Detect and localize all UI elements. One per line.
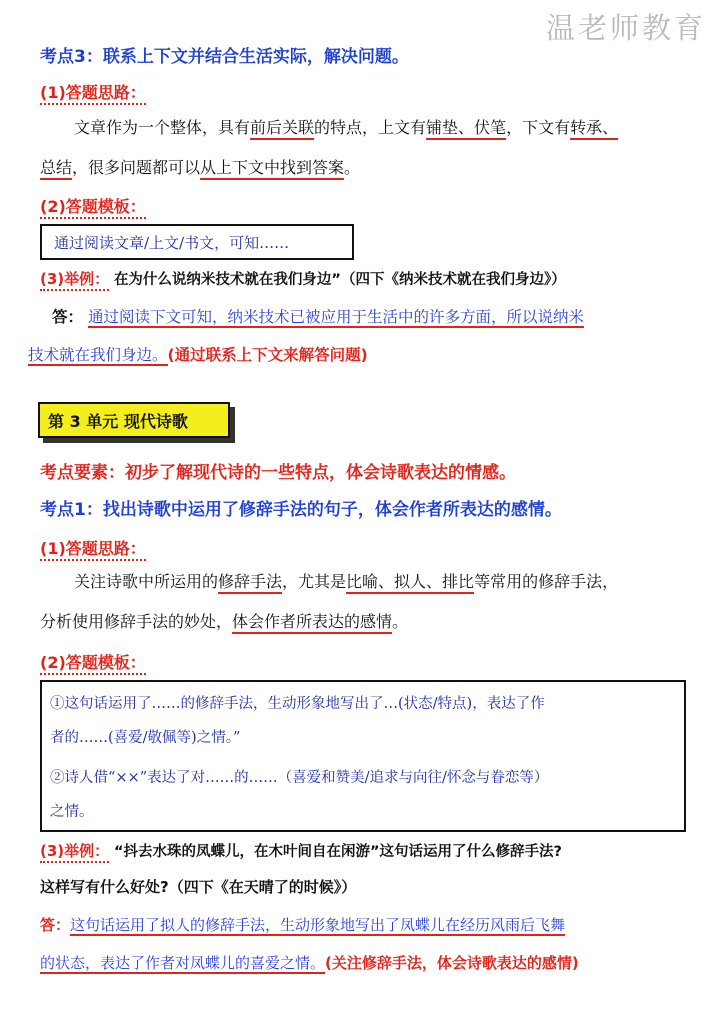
example-text: “抖去水珠的凤蝶儿，在木叶间自在闲游”这句话运用了什么修辞手法? xyxy=(113,844,562,860)
text: 。 xyxy=(344,158,361,177)
template-text: 通过阅读文章/上文/书文，可知…… xyxy=(54,234,290,252)
step-label xyxy=(40,80,146,103)
step2-label: (2)答题模板： xyxy=(40,653,146,675)
answer-label: 答： xyxy=(52,308,84,326)
step-label xyxy=(40,194,146,217)
text: 文章作为一个整体，具有 xyxy=(74,118,251,137)
example-text: 在为什么说纳米技术就在我们身边”（四下《纳米技术就在我们身边》） xyxy=(113,272,566,288)
example-line xyxy=(40,840,562,861)
step3-label: (3)举例： xyxy=(40,842,109,863)
underlined-text: 从上下文中找到答案 xyxy=(200,158,344,180)
paragraph xyxy=(40,108,690,188)
watermark: 温老师教育 xyxy=(545,11,706,45)
template-line: 者的……(喜爱/敬佩等)之情。” xyxy=(50,730,241,746)
section-heading: 考点1：找出诗歌中运用了修辞手法的句子，体会作者所表达的感情。 xyxy=(40,500,562,520)
template-box xyxy=(40,224,354,260)
text: 关注诗歌中所运用的 xyxy=(74,572,219,591)
step-label xyxy=(40,536,146,559)
step-label xyxy=(40,650,146,673)
underlined-text: 前后关联 xyxy=(250,118,314,140)
text: 等常用的修辞手法， xyxy=(474,572,619,591)
underlined-text: 总结 xyxy=(40,158,72,180)
step1-label: (1)答题思路： xyxy=(40,83,146,105)
answer-block-2 xyxy=(28,343,368,365)
underlined-text: 比喻、拟人、排比 xyxy=(346,572,474,594)
template-box xyxy=(40,680,686,832)
section-heading: 考点3：联系上下文并结合生活实际，解决问题。 xyxy=(40,47,409,67)
underlined-text: 修辞手法 xyxy=(218,572,282,594)
example-line xyxy=(40,268,566,289)
text: ，很多问题都可以 xyxy=(72,158,201,177)
step2-label: (2)答题模板： xyxy=(40,197,146,219)
underlined-text: 体会作者所表达的感情 xyxy=(232,612,392,634)
answer-text: 这句话运用了拟人的修辞手法，生动形象地写出了凤蝶儿在经历风雨后飞舞 xyxy=(70,916,566,934)
step3-label: (3)举例： xyxy=(40,270,109,291)
paragraph xyxy=(40,562,690,642)
underlined-text: 转承、 xyxy=(570,118,618,140)
text: ，下文有 xyxy=(506,118,571,137)
answer-text: 通过阅读下文可知，纳米技术已被应用于生活中的许多方面，所以说纳米 xyxy=(87,308,584,326)
text: ，尤其是 xyxy=(282,572,347,591)
key-points xyxy=(40,458,516,483)
answer-label: 答： xyxy=(40,916,71,934)
answer-block xyxy=(52,305,692,327)
text: 。 xyxy=(392,612,409,631)
answer-text: 的状态，表达了作者对凤蝶儿的喜爱之情。 xyxy=(40,954,326,972)
key-text: 初步了解现代诗的一些特点，体会诗歌表达的情感。 xyxy=(125,463,516,483)
unit-title: 第 3 单元 现代诗歌 xyxy=(38,402,230,438)
answer-block xyxy=(40,914,565,935)
template-line: ①这句话运用了……的修辞手法，生动形象地写出了…(状态/特点)，表达了作 xyxy=(50,696,545,712)
key-label: 考点要素： xyxy=(40,463,125,483)
template-line: 之情。 xyxy=(50,804,94,820)
answer-note: (通过联系上下文来解答问题) xyxy=(167,346,368,364)
text: 的特点，上文有 xyxy=(314,118,427,137)
answer-block-2 xyxy=(40,952,579,973)
step1-label: (1)答题思路： xyxy=(40,539,146,561)
example-text-2: 这样写有什么好处?（四下《在天晴了的时候》） xyxy=(40,878,357,896)
answer-note: (关注修辞手法，体会诗歌表达的感情) xyxy=(325,954,579,972)
template-line: ②诗人借“××”表达了对……的……（喜爱和赞美/追求与向往/怀念与眷恋等） xyxy=(50,770,549,786)
underlined-text: 铺垫、伏笔 xyxy=(426,118,506,140)
answer-text: 技术就在我们身边。 xyxy=(28,346,168,364)
text: 分析使用修辞手法的妙处， xyxy=(40,612,233,631)
